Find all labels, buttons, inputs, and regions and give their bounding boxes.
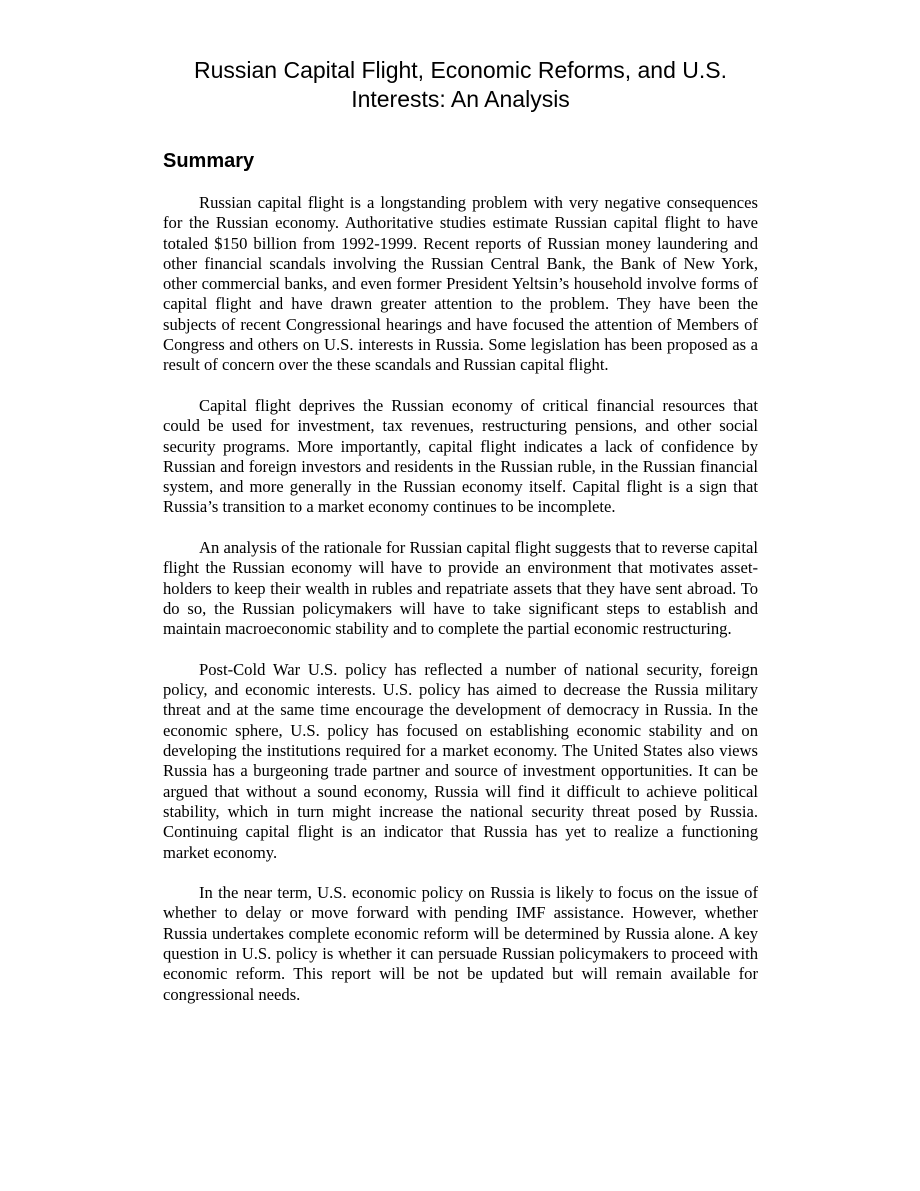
summary-paragraph-2: Capital flight deprives the Russian economy of critical financial resources that could be used for investment, tax revenues, restructuring pensions, and other social security programs. More importantly, capital flight indicates a lack of confidence by Russian and foreign investors and residents in the Russian ruble, in the Russian financial system, and more generally in the Russian economy itself. Capital flight is a sign that Russia’s transition to a market economy continues to be incomplete.	[163, 395, 758, 517]
summary-paragraph-5: In the near term, U.S. economic policy on Russia is likely to focus on the issue of whether to delay or move forward with pending IMF assistance. However, whether Russia undertakes complete economic reform will be determined by Russia alone. A key question in U.S. policy is whether it can persuade Russian policymakers to proceed with economic reform. This report will be not be updated but will remain available for congressional needs.	[163, 883, 758, 1004]
summary-body	[163, 193, 758, 1025]
summary-paragraph-4: Post-Cold War U.S. policy has reflected a number of national security, foreign policy, and economic interests. U.S. policy has aimed to decrease the Russia military threat and at the same time encourage the development of democracy in Russia. In the economic sphere, U.S. policy has focused on establishing economic stability and on developing the institutions required for a market economy. The United States also views Russia has a burgeoning trade partner and source of investment opportunities. It can be argued that without a sound economy, Russia will find it difficult to achieve political stability, which in turn might increase the national security threat posed by Russia. Continuing capital flight is an indicator that Russia has yet to realize a functioning market economy.	[163, 659, 758, 862]
document-title	[163, 56, 758, 114]
summary-paragraph-3: An analysis of the rationale for Russian capital flight suggests that to reverse capital flight the Russian economy will have to provide an environment that motivates asset- holders to keep their wealth in rubles and repatriate assets that they have sent abroad. To do so, the Russian policymakers will have to take significant steps to establish and maintain macroeconomic stability and to complete the partial economic restructuring.	[163, 538, 758, 639]
document-title-line-1: Russian Capital Flight, Economic Reforms, and U.S.	[193, 57, 728, 83]
document-title-line-2: Interests: An Analysis	[351, 86, 570, 112]
section-heading-summary: Summary	[163, 150, 255, 172]
summary-paragraph-1: Russian capital flight is a longstanding problem with very negative consequences for the Russian economy. Authoritative studies estimate Russian capital flight to have totaled $150 billion from 1992-1999. Recent reports of Russian money laundering and other financial scandals involving the Russian Central Bank, the Bank of New York, other commercial banks, and even former President Yeltsin’s household involve forms of capital flight and have drawn greater attention to the problem. They have been the subjects of recent Congressional hearings and have focused the attention of Members of Congress and others on U.S. interests in Russia. Some legislation has been proposed as a result of concern over the these scandals and Russian capital flight.	[163, 193, 758, 375]
